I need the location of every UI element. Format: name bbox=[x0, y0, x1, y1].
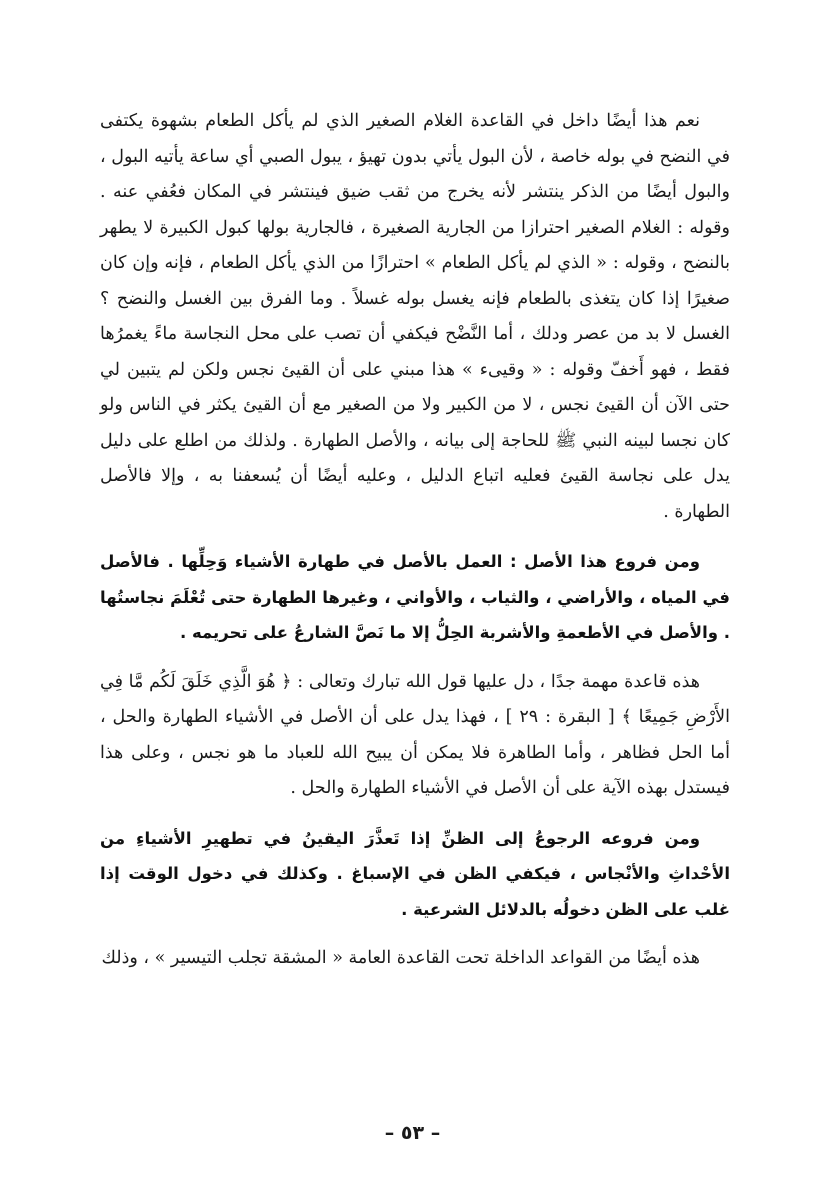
page-number: – ٥٣ – bbox=[384, 1122, 441, 1144]
paragraph-gap bbox=[100, 651, 730, 665]
paragraph-5: هذه أيضًا من القواعد الداخلة تحت القاعدة العامة « المشقة تجلب التيسير » ، وذلك bbox=[101, 948, 700, 968]
paragraph-4-bold: ومن فروعه الرجوعُ إلى الظنِّ إذا تَعذَّرَ اليقينُ في تطهيرِ الأشياءِ من الأحْداثِ والأنْجاس ، فيكفي الظن في الإسباغ . وكذلك في دخول الوقت إذا غلب على الظن دخولُه بالدلائل الشرعية . bbox=[100, 828, 730, 919]
paragraph-gap bbox=[100, 530, 730, 544]
paragraph-3: هذه قاعدة مهمة جدًا ، دل عليها قول الله تبارك وتعالى : ﴿ هُوَ الَّذِي خَلَقَ لَكُم مَّا فِي الأَرْضِ جَمِيعًا ﴾ [ البقرة : ٢٩ ] ، فهذا يدل على أن الأصل في الأشياء الطهارة والحل ، أما الحل فظاهر ، وأما الطاهرة فلا يمكن أن يبيح الله للعباد ما هو نجس ، وعلى هذا فيستدل بهذه الآية على أن الأصل في الأشياء الطهارة والحل . bbox=[100, 671, 730, 798]
paragraph-gap bbox=[100, 807, 730, 821]
page-body bbox=[100, 104, 730, 977]
paragraph-gap bbox=[100, 927, 730, 941]
paragraph-2-bold: ومن فروع هذا الأصل : العمل بالأصل في طهارة الأشياء وَحِلِّها . فالأصل في المياه ، والأراضي ، والثياب ، والأواني ، وغيرها الطهارة حتى تُعْلَمَ نجاستُها . والأصل في الأطعمةِ والأشربة الحِلُّ إلا ما نَصَّ الشارعُ على تحريمه . bbox=[100, 552, 730, 642]
paragraph-1: نعم هذا أيضًا داخل في القاعدة الغلام الصغير الذي لم يأكل الطعام بشهوة يكتفى في النضح في بوله خاصة ، لأن البول يأتي بدون تهيؤ ، يبول الصبي أي ساعة يأتيه البول ، والبول أيضًا من الذكر ينتشر لأنه يخرج من ثقب ضيق فينتشر في المكان فعُفي عنه . وقوله : الغلام الصغير احترازا من الجارية الصغيرة ، فالجارية بولها كبول الكبيرة لا يطهر بالنضح ، وقوله : « الذي لم يأكل الطعام » احترازًا من الذي يأكل الطعام ، فإنه وإن كان صغيرًا إذا كان يتغذى بالطعام فإنه يغسل بوله غسلاً . وما الفرق بين الغسل والنضح ؟ الغسل لا بد من عصر ودلك ، أما النَّضْح فيكفي أن تصب على محل النجاسة ماءً يغمرُها فقط ، فهو أَخفّ وقوله : « وقيىء » هذا مبني على أن القيئ نجس ولكن لم يتبين لي حتى الآن أن القيئ نجس ، لا من الكبير ولا من الصغير مع أن القيئ يكثر في الناس ولو كان نجسا لبينه النبي ﷺ للحاجة إلى بيانه ، والأصل الطهارة . ولذلك من اطلع على دليل يدل على نجاسة القيئ فعليه اتباع الدليل ، وعليه أيضًا أن يُسعفنا به ، وإلا فالأصل الطهارة . bbox=[100, 111, 730, 522]
